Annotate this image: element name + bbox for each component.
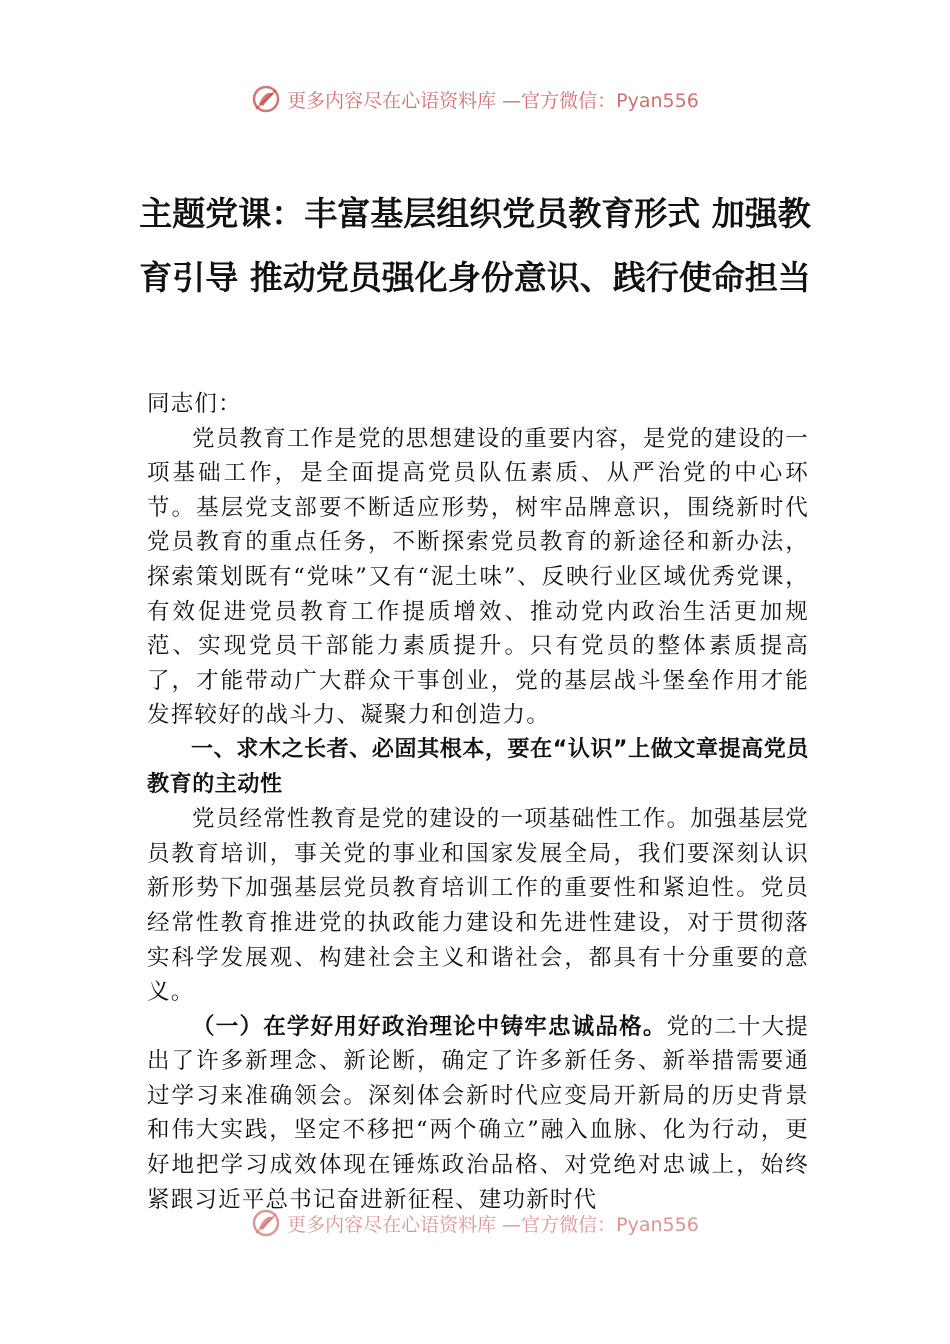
watermark-sub-text: —官方微信：Pyan556 (502, 89, 699, 112)
subsection-1-lead: （一）在学好用好政治理论中铸牢忠诚品格。 (192, 1013, 667, 1040)
document-title: 主题党课：丰富基层组织党员教育形式 加强教育引导 推动党员强化身份意识、践行使命担当 (139, 194, 811, 297)
subsection-1 (147, 1010, 809, 1218)
document-body (147, 387, 809, 1217)
watermark-header (0, 84, 950, 114)
salutation: 同志们： (147, 391, 242, 417)
watermark-footer (0, 1208, 950, 1238)
section-heading-1: 一、求木之长者、必固其根本，要在“认识”上做文章提高党员教育的主动性 (147, 736, 809, 797)
watermark-main-text: 更多内容尽在心语资料库 (287, 89, 497, 112)
watermark-sub-text: —官方微信：Pyan556 (502, 1213, 699, 1236)
brand-logo-icon (251, 1208, 281, 1238)
paragraph-section-1: 党员经常性教育是党的建设的一项基础性工作。加强基层党员教育培训，事关党的事业和国家发展全局，我们要深刻认识新形势下加强基层党员教育培训工作的重要性和紧迫性。党员经常性教育推进党的执政能力建设和先进性建设，对于贯彻落实科学发展观、构建社会主义和谐社会，都具有十分重要的意义。 (147, 806, 809, 1006)
paragraph-intro: 党员教育工作是党的思想建设的重要内容，是党的建设的一项基础工作，是全面提高党员队伍素质、从严治党的中心环节。基层党支部要不断适应形势，树牢品牌意识，围绕新时代党员教育的重点任务，不断探索党员教育的新途径和新办法，探索策划既有“党味”又有“泥土味”、反映行业区域优秀党课，有效促进党员教育工作提质增效、推动党内政治生活更加规范、实现党员干部能力素质提升。只有党员的整体素质提高了，才能带动广大群众干事创业，党的基层战斗堡垒作用才能发挥较好的战斗力、凝聚力和创造力。 (147, 425, 809, 729)
subsection-1-text: 党的二十大提出了许多新理念、新论断，确定了许多新任务、新举措需要通过学习来准确领会。深刻体会新时代应变局开新局的历史背景和伟大实践，坚定不移把“两个确立”融入血脉、化为行动，更好地把学习成效体现在锤炼政治品格、对党绝对忠诚上，始终紧跟习近平总书记奋进新征程、建功新时代 (147, 1013, 809, 1213)
brand-logo-icon (251, 84, 281, 114)
watermark-main-text: 更多内容尽在心语资料库 (287, 1213, 497, 1236)
